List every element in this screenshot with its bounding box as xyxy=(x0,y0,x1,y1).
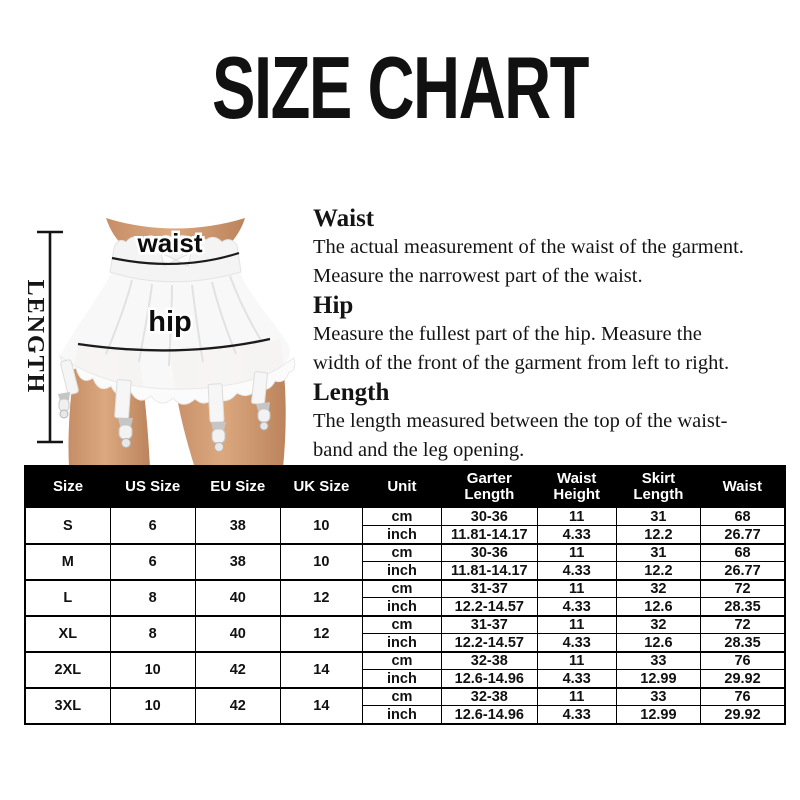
uk-size-cell: 14 xyxy=(280,688,362,724)
value-cell: 12.6-14.96 xyxy=(441,706,537,724)
value-cell: 30-36 xyxy=(441,544,537,562)
page-title xyxy=(0,38,800,137)
eu-size-cell: 40 xyxy=(195,580,280,616)
header-skirt-length: Skirt Length xyxy=(616,466,700,508)
value-cell: 32 xyxy=(616,616,700,634)
value-cell: 31-37 xyxy=(441,616,537,634)
unit-cell: cm xyxy=(362,652,441,670)
value-cell: 28.35 xyxy=(701,634,785,652)
us-size-cell: 8 xyxy=(110,616,195,652)
size-cell: S xyxy=(25,508,110,544)
waist-label: waist xyxy=(137,228,203,258)
unit-cell: cm xyxy=(362,616,441,634)
length-heading: Length xyxy=(313,379,390,406)
value-cell: 32 xyxy=(616,580,700,598)
uk-size-cell: 10 xyxy=(280,508,362,544)
us-size-cell: 8 xyxy=(110,580,195,616)
value-cell: 12.2 xyxy=(616,562,700,580)
us-size-cell: 6 xyxy=(110,544,195,580)
value-cell: 11 xyxy=(537,652,616,670)
value-cell: 11 xyxy=(537,508,616,526)
us-size-cell: 10 xyxy=(110,652,195,688)
value-cell: 68 xyxy=(701,544,785,562)
value-cell: 11 xyxy=(537,580,616,598)
value-cell: 12.2 xyxy=(616,526,700,544)
value-cell: 31 xyxy=(616,508,700,526)
value-cell: 26.77 xyxy=(701,526,785,544)
header-garter-length: Garter Length xyxy=(441,466,537,508)
value-cell: 12.99 xyxy=(616,706,700,724)
value-cell: 12.6-14.96 xyxy=(441,670,537,688)
eu-size-cell: 42 xyxy=(195,688,280,724)
size-table xyxy=(24,465,786,725)
value-cell: 28.35 xyxy=(701,598,785,616)
garment-diagram-svg xyxy=(20,192,332,468)
table-row xyxy=(25,652,785,670)
unit-cell: inch xyxy=(362,562,441,580)
unit-cell: inch xyxy=(362,598,441,616)
value-cell: 11.81-14.17 xyxy=(441,526,537,544)
value-cell: 72 xyxy=(701,580,785,598)
value-cell: 29.92 xyxy=(701,706,785,724)
value-cell: 72 xyxy=(701,616,785,634)
value-cell: 29.92 xyxy=(701,670,785,688)
value-cell: 4.33 xyxy=(537,526,616,544)
length-desc-line: The length measured between the top of the waist- xyxy=(313,410,728,432)
hip-label: hip xyxy=(148,306,192,338)
value-cell: 11 xyxy=(537,544,616,562)
unit-cell: cm xyxy=(362,544,441,562)
page-title-text: SIZE CHART xyxy=(212,38,588,137)
eu-size-cell: 40 xyxy=(195,616,280,652)
unit-cell: cm xyxy=(362,688,441,706)
uk-size-cell: 12 xyxy=(280,580,362,616)
size-cell: L xyxy=(25,580,110,616)
unit-cell: inch xyxy=(362,706,441,724)
value-cell: 4.33 xyxy=(537,598,616,616)
value-cell: 33 xyxy=(616,688,700,706)
value-cell: 4.33 xyxy=(537,562,616,580)
value-cell: 76 xyxy=(701,652,785,670)
value-cell: 26.77 xyxy=(701,562,785,580)
value-cell: 11 xyxy=(537,688,616,706)
header-unit: Unit xyxy=(362,466,441,508)
header-waist: Waist xyxy=(701,466,785,508)
header-us-size: US Size xyxy=(110,466,195,508)
size-cell: 3XL xyxy=(25,688,110,724)
value-cell: 12.6 xyxy=(616,598,700,616)
unit-cell: inch xyxy=(362,526,441,544)
length-label: LENGTH xyxy=(22,279,48,395)
measurement-guide xyxy=(313,204,795,465)
size-cell: M xyxy=(25,544,110,580)
unit-cell: cm xyxy=(362,508,441,526)
value-cell: 32-38 xyxy=(441,652,537,670)
us-size-cell: 10 xyxy=(110,688,195,724)
value-cell: 12.2-14.57 xyxy=(441,598,537,616)
value-cell: 4.33 xyxy=(537,706,616,724)
value-cell: 31-37 xyxy=(441,580,537,598)
value-cell: 12.2-14.57 xyxy=(441,634,537,652)
eu-size-cell: 42 xyxy=(195,652,280,688)
table-row xyxy=(25,688,785,706)
waist-desc-line: The actual measurement of the waist of the garment. xyxy=(313,236,744,258)
value-cell: 12.99 xyxy=(616,670,700,688)
us-size-cell: 6 xyxy=(110,508,195,544)
value-cell: 12.6 xyxy=(616,634,700,652)
value-cell: 4.33 xyxy=(537,670,616,688)
value-cell: 11 xyxy=(537,616,616,634)
size-cell: 2XL xyxy=(25,652,110,688)
value-cell: 31 xyxy=(616,544,700,562)
uk-size-cell: 12 xyxy=(280,616,362,652)
table-row xyxy=(25,580,785,598)
unit-cell: inch xyxy=(362,670,441,688)
header-eu-size: EU Size xyxy=(195,466,280,508)
value-cell: 11.81-14.17 xyxy=(441,562,537,580)
value-cell: 68 xyxy=(701,508,785,526)
value-cell: 33 xyxy=(616,652,700,670)
value-cell: 76 xyxy=(701,688,785,706)
hip-desc-line: width of the front of the garment from left to right. xyxy=(313,352,730,374)
hip-desc-line: Measure the fullest part of the hip. Measure the xyxy=(313,323,702,345)
table-row xyxy=(25,508,785,526)
size-cell: XL xyxy=(25,616,110,652)
length-desc-line: band and the leg opening. xyxy=(313,439,525,461)
table-row xyxy=(25,616,785,634)
garment-diagram xyxy=(20,192,332,468)
unit-cell: inch xyxy=(362,634,441,652)
eu-size-cell: 38 xyxy=(195,508,280,544)
table-header-row xyxy=(25,466,785,508)
value-cell: 32-38 xyxy=(441,688,537,706)
uk-size-cell: 14 xyxy=(280,652,362,688)
header-uk-size: UK Size xyxy=(280,466,362,508)
value-cell: 30-36 xyxy=(441,508,537,526)
header-waist-height: Waist Height xyxy=(537,466,616,508)
waist-desc-line: Measure the narrowest part of the waist. xyxy=(313,265,643,287)
header-size: Size xyxy=(25,466,110,508)
uk-size-cell: 10 xyxy=(280,544,362,580)
waist-heading: Waist xyxy=(313,205,375,232)
value-cell: 4.33 xyxy=(537,634,616,652)
table-row xyxy=(25,544,785,562)
hip-heading: Hip xyxy=(313,292,354,319)
eu-size-cell: 38 xyxy=(195,544,280,580)
unit-cell: cm xyxy=(362,580,441,598)
